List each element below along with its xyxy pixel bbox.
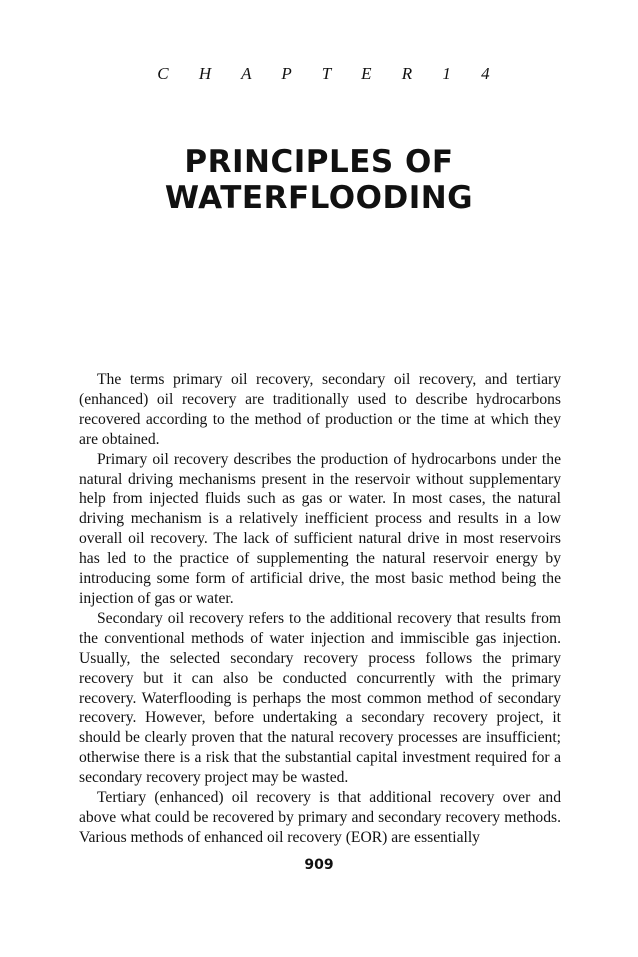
body-text	[79, 370, 561, 848]
paragraph-tertiary-recovery: Tertiary (enhanced) oil recovery is that additional recovery over and above what could be recovered by primary and secondary recovery methods. Various methods of enhanced oil recovery (EOR) are essentially	[79, 789, 561, 846]
chapter-title-line-2: WATERFLOODING	[164, 180, 474, 216]
chapter-title	[0, 144, 638, 216]
paragraph-primary-recovery: Primary oil recovery describes the production of hydrocarbons under the natural driving mechanisms present in the reservoir without supplementary help from injected fluids such as gas or water. In most cases, the natural driving mechanism is a relatively inefficient process and results in a low overall oil recovery. The lack of sufficient natural drive in most reservoirs has led to the practice of supplementing the natural reservoir energy by introducing some form of artificial drive, the most basic method being the injection of gas or water.	[79, 450, 561, 607]
chapter-title-line-1: PRINCIPLES OF	[184, 144, 454, 180]
page-number: 909	[304, 857, 334, 873]
chapter-label: C H A P T E R 1 4	[157, 64, 503, 83]
paragraph-primary-secondary-tertiary-terms: The terms primary oil recovery, secondary oil recovery, and tertiary (enhanced) oil recovery are traditionally used to describe hydrocarbons recovered according to the method of production or the time at which they are obtained.	[79, 371, 561, 448]
paragraph-secondary-recovery: Secondary oil recovery refers to the additional recovery that results from the conventional methods of water injection and immiscible gas injection. Usually, the selected secondary recovery process follows the primary recovery but it can also be conducted concurrently with the primary recovery. Waterflooding is perhaps the most common method of secondary recovery. However, before undertaking a secondary recovery project, it should be clearly proven that the natural recovery processes are insufficient; otherwise there is a risk that the substantial capital investment required for a secondary recovery project may be wasted.	[79, 609, 561, 787]
